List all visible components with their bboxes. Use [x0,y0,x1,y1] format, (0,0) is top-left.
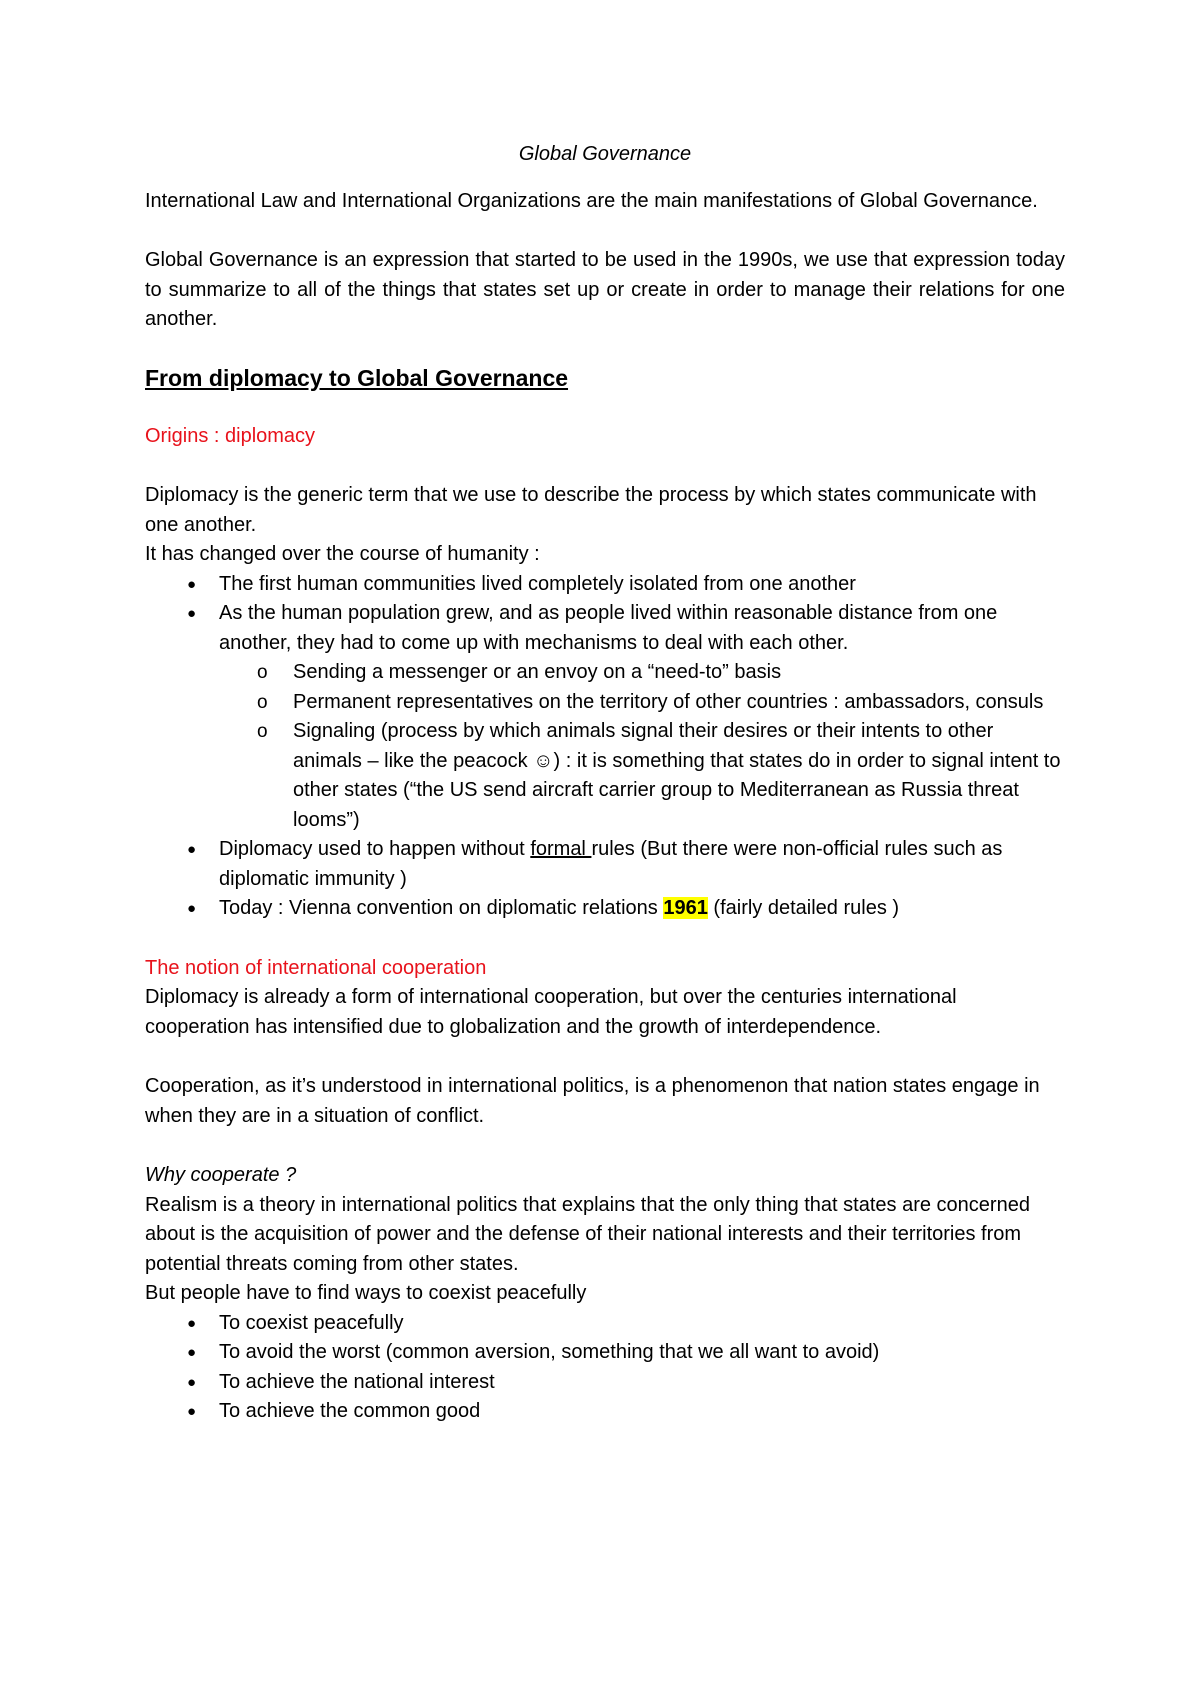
list-item: ● To achieve the national interest [145,1368,1065,1398]
list-item: ● To coexist peacefully [145,1309,1065,1339]
document-title: Global Governance [518,143,692,165]
list-item: ● To avoid the worst (common aversion, something that we all want to avoid) [145,1338,1065,1368]
highlighted-year: 1961 [663,897,708,919]
cooperation-bullet-list [145,1309,1065,1427]
intro-paragraph-2: Global Governance is an expression that started to be used in the 1990s, we use that expression today to summarize to all of the things that states set up or create in order to manage their relations for one another. [145,249,1065,330]
sub-list-item: o Permanent representatives on the territory of other countries : ambassadors, consuls [219,688,1065,718]
section-heading: From diplomacy to Global Governance [145,364,569,391]
origins-sub-list [219,658,1065,835]
list-item-text: rules (But there were non-official rules such as diplomatic immunity ) [219,838,1003,890]
origins-bullet-list [145,570,1065,924]
underlined-word: formal [530,838,592,860]
why-cooperate-heading: Why cooperate ? [145,1164,297,1186]
cooperation-paragraph-2: Cooperation, as it’s understood in international politics, is a phenomenon that nation states engage in when they are in a situation of conflict. [145,1075,1040,1127]
list-item-text: As the human population grew, and as people lived within reasonable distance from one another, they had to come up with mechanisms to deal with each other. [219,602,998,654]
origins-paragraph-1: Diplomacy is the generic term that we use to describe the process by which states communicate with one another. [145,484,1037,536]
list-item [145,894,1065,924]
spacer [145,924,1065,954]
list-item-text: Diplomacy used to happen without [219,838,531,860]
list-item-text: (fairly detailed rules ) [707,897,900,919]
list-item [145,599,1065,835]
intro-paragraph-1: International Law and International Organizations are the main manifestations of Global Governance. [145,189,1038,212]
cooperation-heading: The notion of international cooperation [145,956,487,979]
list-item-text: Today : Vienna convention on diplomatic relations [219,897,664,919]
spacer [145,1131,1065,1161]
sub-list-item: o Signaling (process by which animals signal their desires or their intents to other animals – like the peacock ☺) : it is something that states do in order to signal intent to other states (“the US send aircraft carrier group to Mediterranean as Russia threat looms”) [219,717,1065,835]
cooperation-paragraph-4: But people have to find ways to coexist peacefully [145,1282,587,1304]
cooperation-paragraph-1: Diplomacy is already a form of international cooperation, but over the centuries international cooperation has intensified due to globalization and the growth of interdependence. [145,986,957,1038]
origins-paragraph-2: It has changed over the course of humanity : [145,543,540,565]
spacer [145,1042,1065,1072]
list-item [145,835,1065,894]
spacer [145,216,1065,246]
cooperation-paragraph-3: Realism is a theory in international politics that explains that the only thing that states are concerned about is the acquisition of power and the defense of their national interests and their territories from potential threats coming from other states. [145,1193,1030,1275]
spacer [145,451,1065,481]
origins-heading: Origins : diplomacy [145,424,316,447]
sub-list-item: o Sending a messenger or an envoy on a “need-to” basis [219,658,1065,688]
spacer [145,394,1065,422]
document-page [145,140,1065,1427]
list-item: ● The first human communities lived completely isolated from one another [145,570,1065,600]
list-item: ● To achieve the common good [145,1397,1065,1427]
spacer [145,335,1065,362]
